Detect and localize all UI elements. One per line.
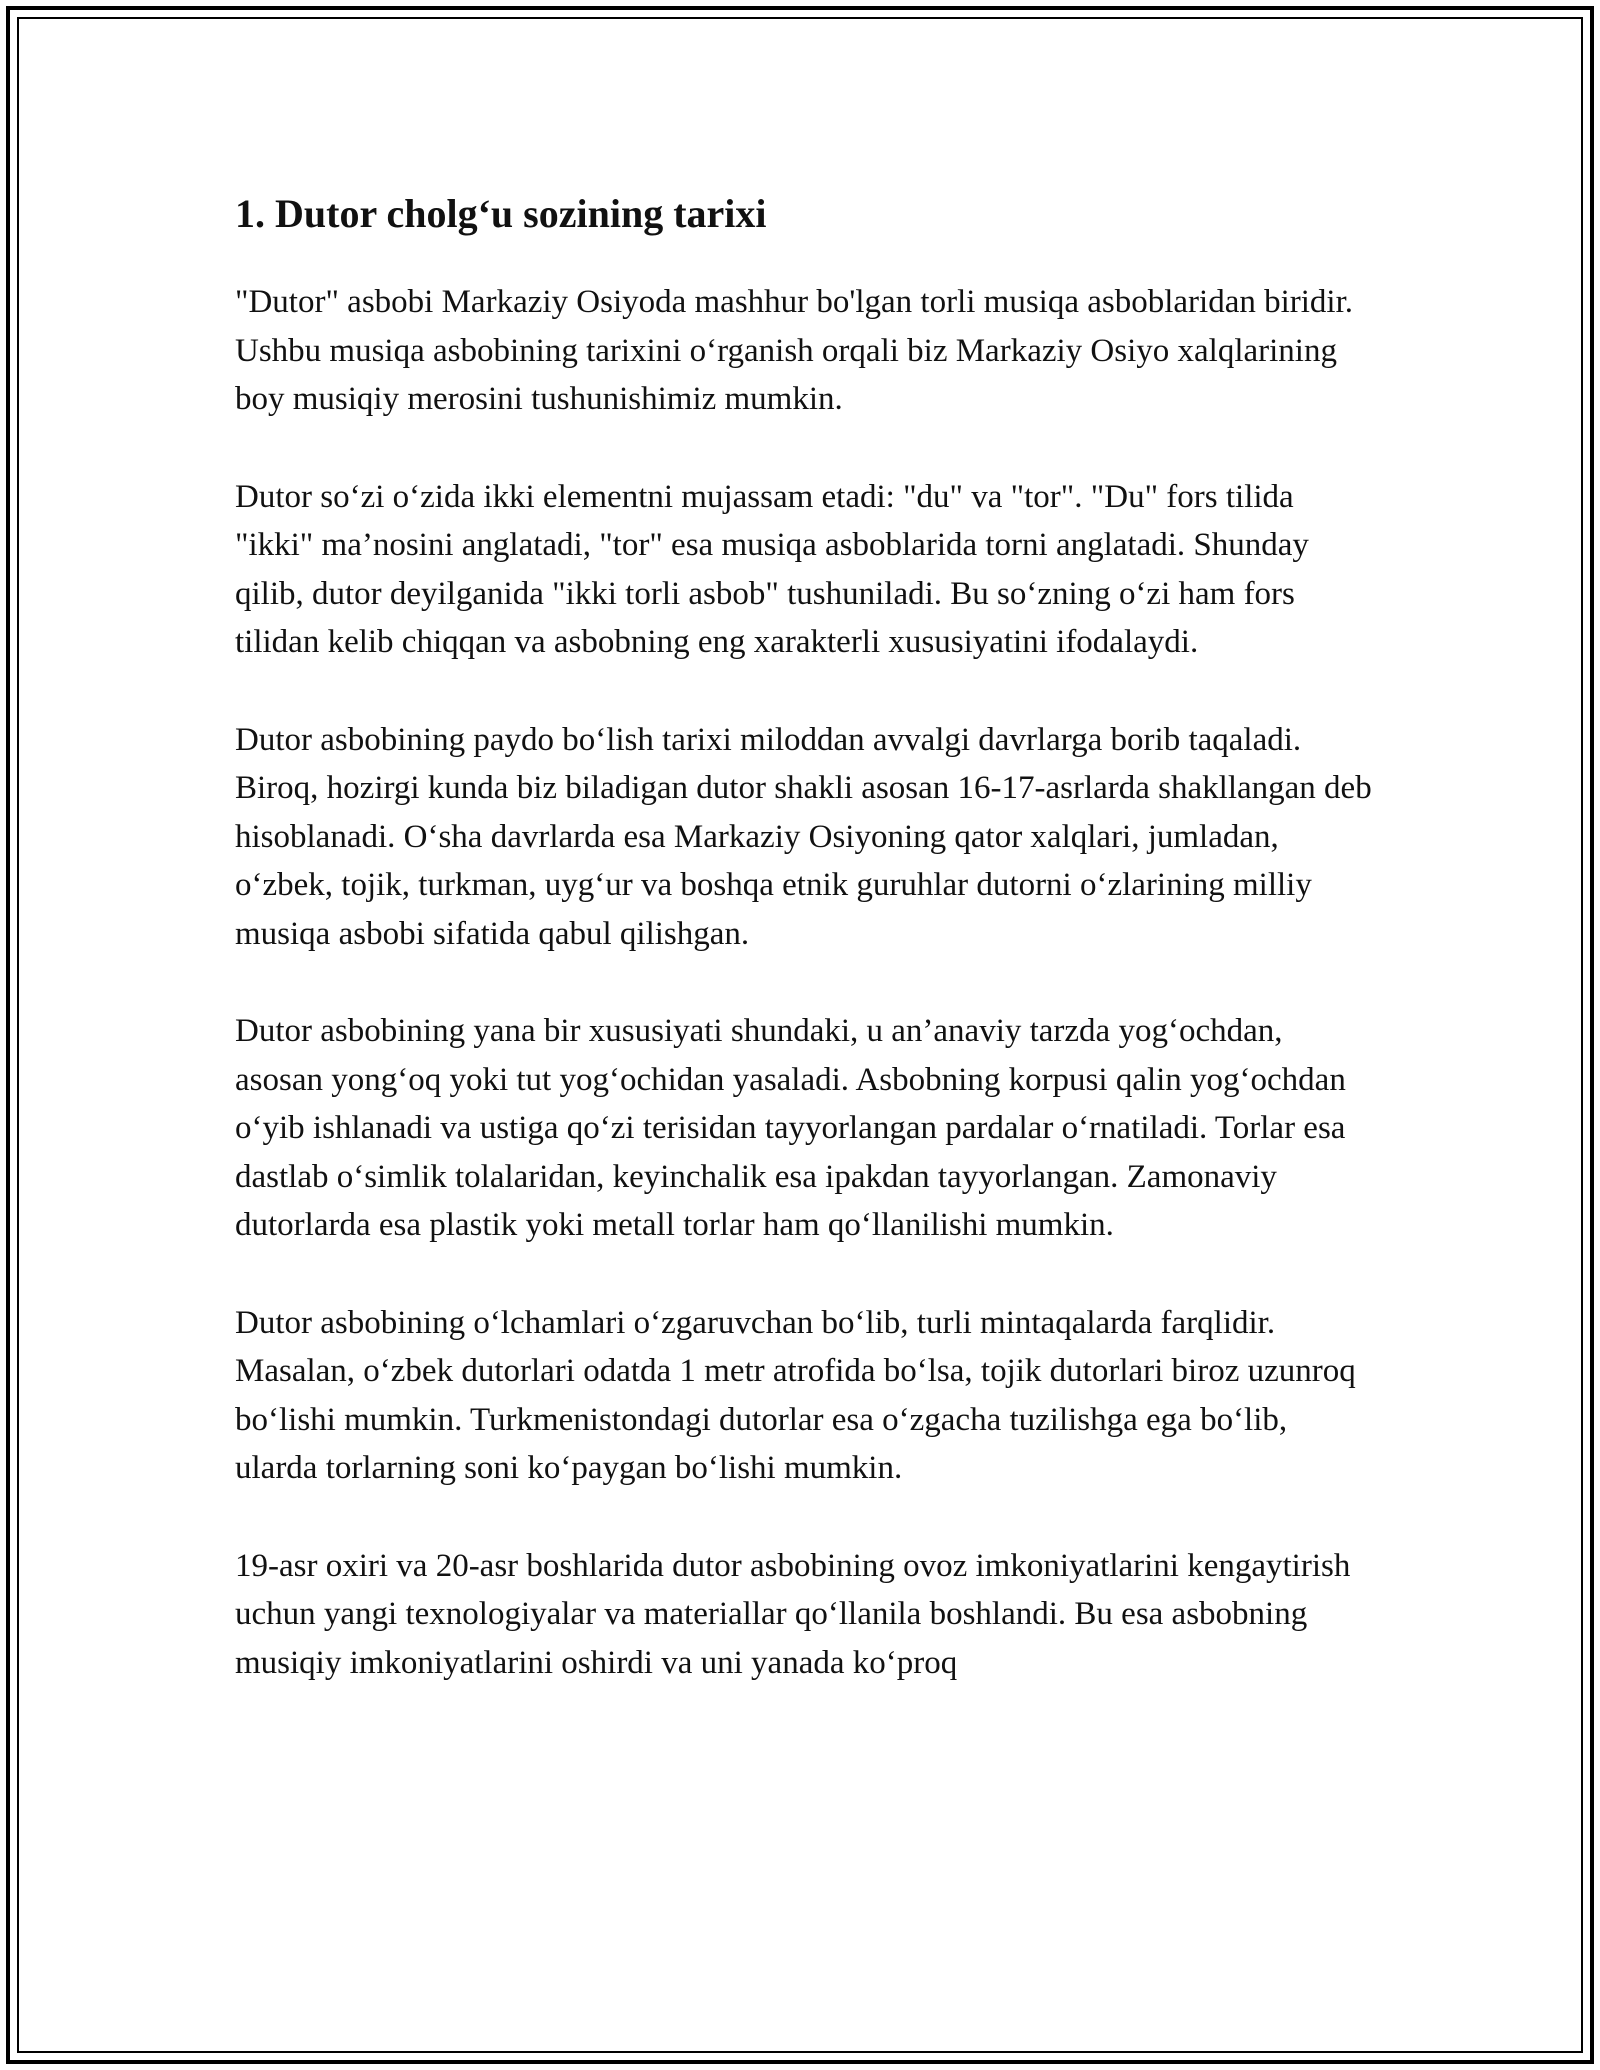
paragraph-6: 19-asr oxiri va 20-asr boshlarida dutor asbobining ovoz imkoniyatlarini kengaytirish uchun yangi texnologiyalar va materiallar qo‘llanila boshlandi. Bu esa asbobning musiqiy imkoniyatlarini oshirdi va uni yanada ko‘proq	[235, 1547, 1351, 1681]
section-heading: 1. Dutor cholg‘u sozining tarixi	[235, 191, 767, 236]
document-body	[235, 186, 1375, 1736]
paragraph-4: Dutor asbobining yana bir xususiyati shundaki, u an’anaviy tarzda yog‘ochdan, asosan yong‘oq yoki tut yog‘ochidan yasaladi. Asbobning korpusi qalin yog‘ochdan o‘yib ishlanadi va ustiga qo‘zi terisidan tayyorlangan pardalar o‘rnatiladi. Torlar esa dastlab o‘simlik tolalaridan, keyinchalik esa ipakdan tayyorlangan. Zamonaviy dutorlarda esa plastik yoki metall torlar ham qo‘llanilishi mumkin.	[235, 1013, 1346, 1243]
paragraph-5: Dutor asbobining o‘lchamlari o‘zgaruvchan bo‘lib, turli mintaqalarda farqlidir. Masalan, o‘zbek dutorlari odatda 1 metr atrofida bo‘lsa, tojik dutorlari biroz uzunroq bo‘lishi mumkin. Turkmenistondagi dutorlar esa o‘zgacha tuzilishga ega bo‘lib, ularda torlarning soni ko‘paygan bo‘lishi mumkin.	[235, 1304, 1356, 1486]
paragraph-2: Dutor so‘zi o‘zida ikki elementni mujassam etadi: "du" va "tor". "Du" fors tilida "ikki" ma’nosini anglatadi, "tor" esa musiqa asboblarida torni anglatadi. Shunday qilib, dutor deyilganida "ikki torli asbob" tushuniladi. Bu so‘zning o‘zi ham fors tilidan kelib chiqqan va asbobning eng xarakterli xususiyatini ifodalaydi.	[235, 478, 1309, 660]
paragraph-3: Dutor asbobining paydo bo‘lish tarixi miloddan avvalgi davrlarga borib taqaladi. Biroq, hozirgi kunda biz biladigan dutor shakli asosan 16-17-asrlarda shakllangan deb hisoblanadi. O‘sha davrlarda esa Markaziy Osiyoning qator xalqlari, jumladan, o‘zbek, tojik, turkman, uyg‘ur va boshqa etnik guruhlar dutorni o‘zlarining milliy musiqa asbobi sifatida qabul qilishgan.	[235, 721, 1372, 952]
paragraph-1: "Dutor" asbobi Markaziy Osiyoda mashhur bo'lgan torli musiqa asboblaridan biridir. Ushbu musiqa asbobining tarixini o‘rganish orqali biz Markaziy Osiyo xalqlarining boy musiqiy merosini tushunishimiz mumkin.	[235, 284, 1354, 417]
